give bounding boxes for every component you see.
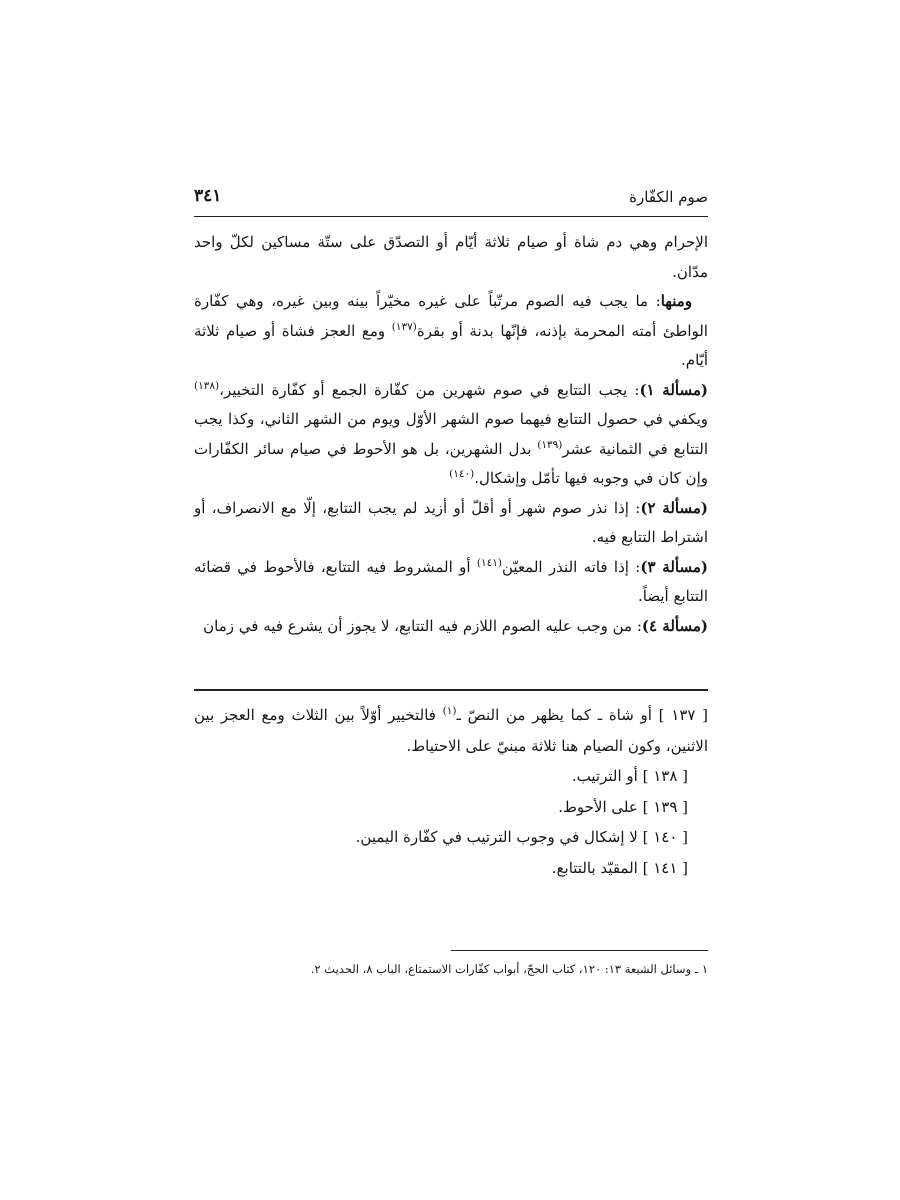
source-footnote-marker-1[interactable]: (١) — [442, 705, 457, 717]
issue-3-text: : إذا فاته النذر المعيّن — [502, 557, 641, 576]
issue-2-label: (مسألة ٢) — [640, 498, 708, 517]
issue-2 — [194, 494, 708, 553]
paragraph-text-continued: ومع العجز فشاة أو صيام ثلاثة أيّام. — [194, 321, 708, 369]
comment-marker-141[interactable]: (١٤١) — [476, 556, 502, 569]
paragraph-minha — [194, 287, 708, 376]
chapter-title: صوم الكفّارة — [629, 188, 708, 206]
body-line-1 — [194, 228, 708, 287]
main-text — [194, 228, 708, 641]
header-divider — [194, 216, 708, 217]
body-line-1-text: الإحرام وهي دم شاة أو صيام ثلاثة أيّام أو التصدّق على ستّة مساكين لكلّ واحد مدّان. — [194, 233, 708, 281]
paragraph-label: ومنها — [660, 292, 692, 310]
issue-2-text: : إذا نذر صوم شهر أو أقلّ أو أزيد لم يجب التتابع، إلّا مع الانصراف، أو اشتراط التتابع فيه. — [194, 498, 708, 546]
issue-1-text: : يجب التتابع في صوم شهرين من كفّارة الجمع أو كفّارة التخيير، — [219, 380, 640, 399]
comment-139: [ ١٣٩ ] على الأحوط. — [558, 797, 688, 816]
comment-137-text: [ ١٣٧ ] أو شاة ـ كما يظهر من النصّ ـ — [456, 706, 709, 724]
issue-1-label: (مسألة ١) — [639, 380, 708, 399]
comments-divider — [194, 689, 708, 691]
issue-4-label: (مسألة ٤) — [641, 616, 708, 635]
issue-1 — [194, 376, 708, 494]
comment-141: [ ١٤١ ] المقيّد بالتتابع. — [551, 858, 688, 877]
comment-marker-139[interactable]: (١٣٩) — [537, 438, 563, 451]
comment-138: [ ١٣٨ ] أو الترتيب. — [571, 767, 688, 785]
source-footnotes — [194, 960, 708, 978]
page-number: ٣٤١ — [194, 186, 222, 206]
paragraph-text: : ما يجب فيه الصوم مرتّباً على غيره مخيّراً بينه وبين غيره، وهي كفّارة الواطئ أمته المحرمة بإذنه، فإنّها بدنة أو بقرة — [194, 292, 708, 340]
source-footnote-1: ١ ـ وسائل الشيعة ١٣: ١٢٠، كتاب الحجّ، أبواب كفّارات الاستمتاع، الباب ٨، الحديث ٢. — [310, 962, 708, 976]
issue-3 — [194, 553, 708, 612]
comment-137-text-2: فالتخيير أوّلاً بين الثلاث ومع العجز بين الاثنين، وكون الصيام هنا ثلاثة مبنيّ على الاحتياط. — [194, 706, 708, 755]
running-header — [194, 186, 708, 214]
issue-4-text: : من وجب عليه الصوم اللازم فيه التتابع، لا يجوز أن يشرع فيه في زمان — [203, 616, 642, 635]
source-footnote-divider — [451, 950, 708, 951]
issue-3-label: (مسألة ٣) — [640, 557, 708, 576]
issue-3-text-2: أو المشروط فيه التتابع، فالأحوط في قضائه التتابع أيضاً. — [194, 557, 708, 605]
comment-140: [ ١٤٠ ] لا إشكال في وجوب الترتيب في كفّارة اليمين. — [355, 828, 688, 846]
comment-marker-138[interactable]: (١٣٨) — [194, 379, 220, 392]
issue-1-text-2: ويكفي في حصول التتابع فيهما صوم الشهر الأوّل ويوم من الشهر الثاني، وكذا يجب التتابع في الثمانية عشر — [194, 410, 708, 458]
comment-marker-137[interactable]: (١٣٧) — [391, 320, 417, 333]
issue-1-text-3: بدل الشهرين، بل هو الأحوط في صيام سائر الكفّارات وإن كان في وجوبه فيها تأمّل وإشكال. — [194, 439, 708, 487]
issue-4 — [194, 612, 708, 642]
commentary-notes — [194, 700, 708, 883]
comment-137 — [194, 700, 708, 761]
comment-marker-140[interactable]: (١٤٠) — [449, 468, 475, 480]
